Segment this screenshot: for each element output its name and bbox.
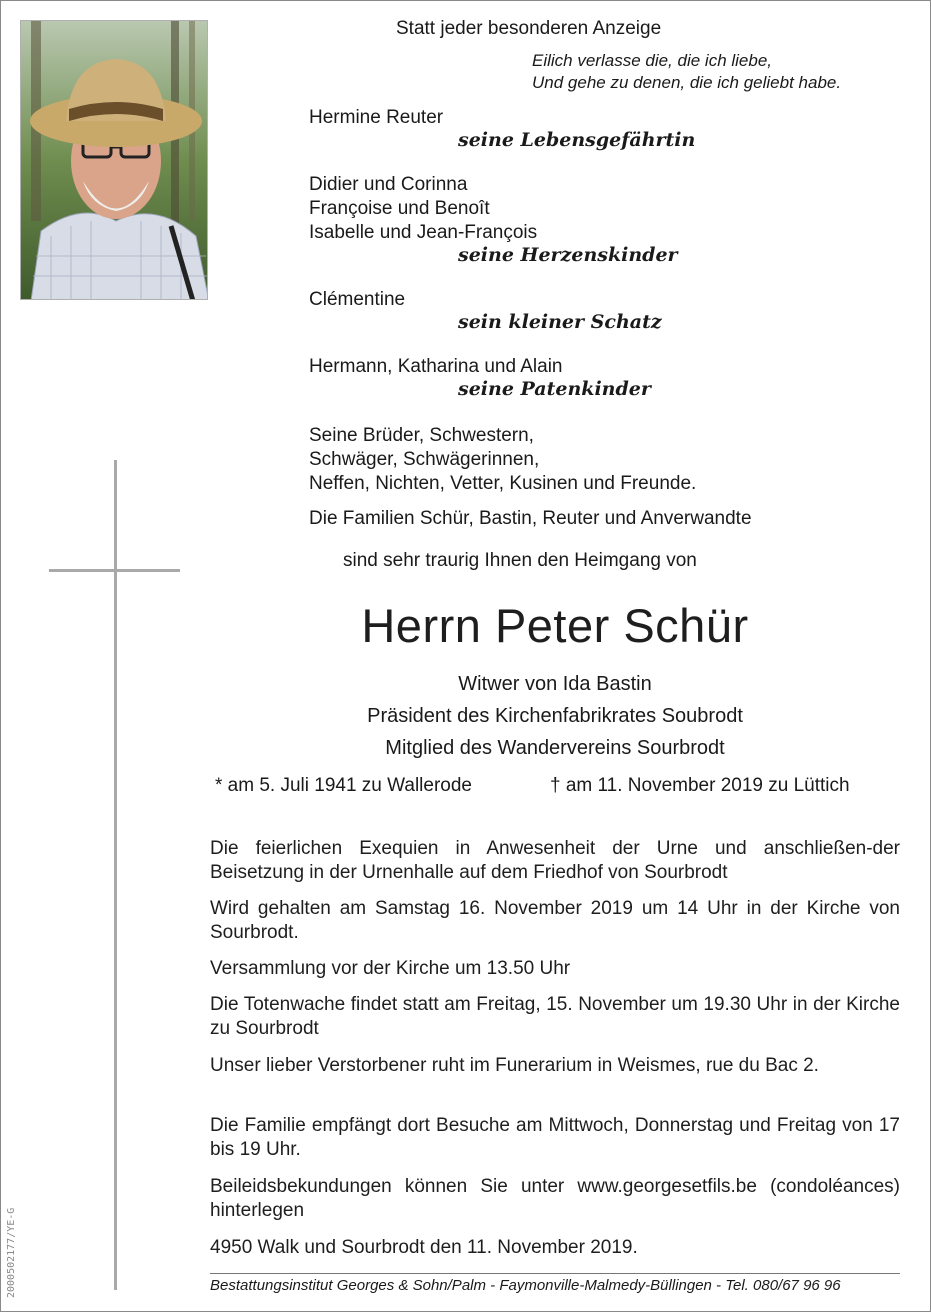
undertaker-footer: Bestattungsinstitut Georges & Sohn/Palm - Faymonville-Malmedy-Büllingen - Tel. 080/67 96 96 [210, 1277, 841, 1294]
partner-role: seine Lebensgefährtin [458, 129, 696, 151]
reference-code: 2000502177/YE-G [6, 1207, 17, 1298]
relatives-line-2: Schwäger, Schwägerinnen, [309, 449, 540, 470]
place-date-paragraph: 4950 Walk und Sourbrodt den 11. November 2019. [210, 1237, 638, 1258]
relatives-line-3: Neffen, Nichten, Vetter, Kusinen und Freunde. [309, 473, 697, 494]
godchildren-name: Hermann, Katharina und Alain [309, 356, 563, 377]
partner-name: Hermine Reuter [309, 107, 444, 128]
motto-line-1: Eilich verlasse die, die ich liebe, [532, 51, 773, 70]
portrait-photo [20, 20, 208, 300]
announcement-text: sind sehr traurig Ihnen den Heimgang von [343, 550, 697, 571]
footer-divider [210, 1273, 900, 1274]
children-line-3: Isabelle und Jean-François [309, 222, 538, 243]
wake-paragraph: Die Totenwache findet statt am Freitag, 15. November um 19.30 Uhr in der Kirche zu Sourbrodt [210, 994, 900, 1039]
announcement-heading: Statt jeder besonderen Anzeige [396, 18, 662, 39]
birth-date: * am 5. Juli 1941 zu Wallerode [215, 775, 472, 796]
deceased-role-1: Präsident des Kirchenfabrikrates Soubrodt [367, 705, 743, 727]
exequies-paragraph: Die feierlichen Exequien in Anwesenheit der Urne und anschließen-der Beisetzung in der Urnenhalle auf dem Friedhof von Sourbrodt [210, 838, 900, 883]
children-line-1: Didier und Corinna [309, 174, 468, 195]
deceased-widower: Witwer von Ida Bastin [458, 673, 652, 695]
death-date: † am 11. November 2019 zu Lüttich [550, 775, 850, 796]
deceased-role-2: Mitglied des Wandervereins Sourbrodt [385, 737, 725, 759]
godchildren-role: seine Patenkinder [458, 378, 651, 400]
gathering-paragraph: Versammlung vor der Kirche um 13.50 Uhr [210, 958, 571, 979]
visits-paragraph: Die Familie empfängt dort Besuche am Mittwoch, Donnerstag und Freitag von 17 bis 19 Uhr. [210, 1115, 900, 1160]
families-line: Die Familien Schür, Bastin, Reuter und Anverwandte [309, 508, 752, 529]
grandchild-role: sein kleiner Schatz [458, 311, 662, 333]
children-line-2: Françoise und Benoît [309, 198, 490, 219]
grandchild-name: Clémentine [309, 289, 406, 310]
ceremony-paragraph: Wird gehalten am Samstag 16. November 2019 um 14 Uhr in der Kirche von Sourbrodt. [210, 898, 900, 943]
relatives-line-1: Seine Brüder, Schwestern, [309, 425, 534, 446]
deceased-name: Herrn Peter Schür [361, 599, 749, 652]
motto-line-2: Und gehe zu denen, die ich geliebt habe. [532, 73, 842, 92]
condolences-paragraph: Beileidsbekundungen können Sie unter www.georgesetfils.be (condoléances) hinterlegen [210, 1176, 900, 1221]
children-role: seine Herzenskinder [458, 244, 678, 266]
funerarium-paragraph: Unser lieber Verstorbener ruht im Funerarium in Weismes, rue du Bac 2. [210, 1055, 819, 1076]
